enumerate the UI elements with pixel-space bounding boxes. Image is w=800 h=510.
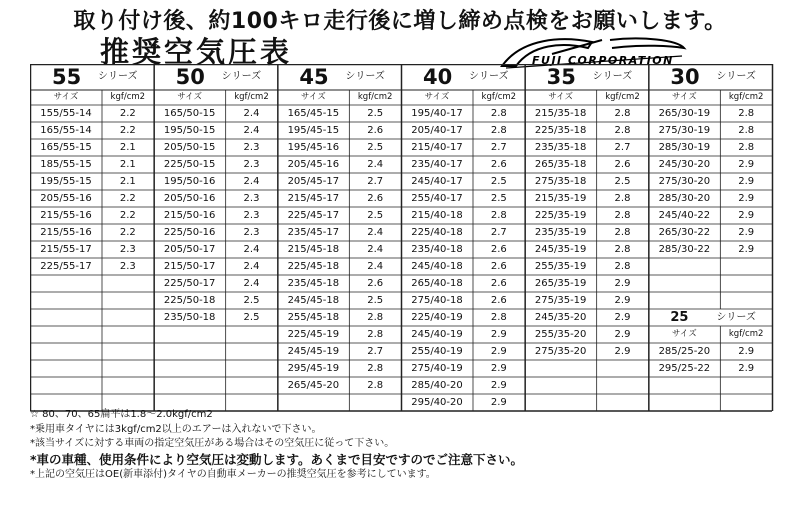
tire-size: 235/50-18 bbox=[163, 312, 216, 323]
tire-size: 225/40-19 bbox=[411, 312, 463, 323]
tire-size: 235/40-17 bbox=[411, 159, 463, 170]
pressure-header: kgf/cm2 bbox=[110, 92, 146, 102]
pressure-value: 2.3 bbox=[243, 210, 260, 221]
tire-size: 265/35-18 bbox=[534, 159, 587, 170]
tire-size: 195/45-16 bbox=[287, 142, 340, 153]
pressure-value: 2.4 bbox=[243, 176, 260, 187]
size-header: サイズ bbox=[177, 92, 203, 102]
tire-size: 295/45-19 bbox=[287, 363, 340, 374]
tire-size: 205/45-16 bbox=[287, 159, 340, 170]
tire-size: 245/30-20 bbox=[658, 159, 711, 170]
page-title: 推奨空気圧表 bbox=[100, 35, 293, 69]
pressure-header: kgf/cm2 bbox=[728, 329, 764, 339]
pressure-value: 2.9 bbox=[490, 397, 507, 408]
pressure-value: 2.6 bbox=[490, 244, 507, 255]
tire-size: 225/35-18 bbox=[534, 125, 587, 136]
pressure-value: 2.5 bbox=[490, 176, 507, 187]
pressure-value: 2.9 bbox=[738, 159, 755, 170]
pressure-value: 2.6 bbox=[490, 159, 507, 170]
tire-size: 285/30-19 bbox=[658, 142, 711, 153]
series-number: 25 bbox=[670, 310, 689, 325]
pressure-value: 2.8 bbox=[490, 108, 507, 119]
pressure-value: 2.9 bbox=[738, 193, 755, 204]
tire-size: 165/55-14 bbox=[40, 125, 92, 136]
pressure-value: 2.1 bbox=[119, 142, 136, 153]
tire-size: 295/40-20 bbox=[411, 397, 463, 408]
tire-size: 205/45-17 bbox=[287, 176, 340, 187]
tire-size: 285/30-20 bbox=[658, 193, 711, 204]
pressure-value: 2.7 bbox=[614, 142, 631, 153]
pressure-value: 2.9 bbox=[738, 227, 755, 238]
tire-size: 215/50-17 bbox=[163, 261, 216, 272]
tire-size: 205/50-16 bbox=[163, 193, 216, 204]
series-label: シリーズ bbox=[716, 71, 756, 82]
pressure-value: 2.3 bbox=[243, 142, 260, 153]
pressure-value: 2.7 bbox=[367, 346, 384, 357]
tire-size: 255/45-18 bbox=[287, 312, 340, 323]
tire-size: 265/35-19 bbox=[534, 278, 587, 289]
pressure-header: kgf/cm2 bbox=[605, 92, 640, 102]
note-line: *車の車種、使用条件により空気圧は変動します。あくまで目安ですのでご注意下さい。 bbox=[30, 451, 524, 467]
pressure-value: 2.5 bbox=[367, 210, 384, 221]
pressure-value: 2.2 bbox=[119, 227, 136, 238]
tire-size: 255/40-17 bbox=[411, 193, 463, 204]
pressure-value: 2.4 bbox=[367, 244, 384, 255]
tire-size: 265/40-18 bbox=[411, 278, 463, 289]
size-header: サイズ bbox=[424, 92, 450, 102]
tire-size: 245/40-22 bbox=[658, 210, 711, 221]
pressure-value: 2.7 bbox=[490, 142, 507, 153]
tire-size: 215/45-17 bbox=[287, 193, 340, 204]
tire-size: 275/35-19 bbox=[534, 295, 587, 306]
pressure-value: 2.8 bbox=[614, 210, 631, 221]
pressure-value: 2.9 bbox=[614, 312, 631, 323]
pressure-value: 2.4 bbox=[367, 227, 384, 238]
pressure-value: 2.4 bbox=[243, 278, 260, 289]
pressure-value: 2.4 bbox=[367, 261, 384, 272]
pressure-value: 2.9 bbox=[738, 363, 755, 374]
pressure-value: 2.8 bbox=[490, 125, 507, 136]
tire-size: 285/30-22 bbox=[658, 244, 711, 255]
pressure-value: 2.2 bbox=[119, 210, 136, 221]
series-label: シリーズ bbox=[221, 71, 262, 82]
headline: 取り付け後、約100キロ走行後に増し締め点検をお願いします。 bbox=[73, 9, 727, 34]
tire-size: 205/50-17 bbox=[163, 244, 216, 255]
pressure-value: 2.6 bbox=[367, 125, 384, 136]
pressure-value: 2.2 bbox=[119, 193, 136, 204]
tire-size: 215/55-16 bbox=[40, 227, 92, 238]
pressure-value: 2.8 bbox=[738, 142, 755, 153]
tire-size: 215/35-18 bbox=[534, 108, 587, 119]
size-header: サイズ bbox=[671, 329, 697, 339]
pressure-value: 2.1 bbox=[119, 159, 136, 170]
pressure-value: 2.3 bbox=[243, 193, 260, 204]
pressure-value: 2.8 bbox=[614, 244, 631, 255]
size-header: サイズ bbox=[671, 92, 697, 102]
pressure-value: 2.5 bbox=[490, 193, 507, 204]
tire-size: 235/35-18 bbox=[534, 142, 587, 153]
pressure-value: 2.8 bbox=[490, 210, 507, 221]
pressure-value: 2.9 bbox=[738, 346, 755, 357]
tire-size: 235/45-17 bbox=[287, 227, 340, 238]
pressure-value: 2.9 bbox=[614, 278, 631, 289]
pressure-value: 2.4 bbox=[243, 244, 260, 255]
tire-size: 275/35-18 bbox=[534, 176, 587, 187]
tire-size: 255/35-20 bbox=[534, 329, 587, 340]
pressure-value: 2.6 bbox=[367, 278, 384, 289]
tire-size: 225/50-16 bbox=[163, 227, 216, 238]
table-grid-lines bbox=[30, 64, 774, 413]
pressure-value: 2.8 bbox=[738, 125, 755, 136]
pressure-value: 2.5 bbox=[614, 176, 631, 187]
tire-size: 215/40-18 bbox=[411, 210, 463, 221]
tire-size: 245/40-19 bbox=[411, 329, 463, 340]
pressure-value: 2.5 bbox=[367, 142, 384, 153]
pressure-value: 2.5 bbox=[243, 312, 260, 323]
tire-size: 265/30-22 bbox=[658, 227, 711, 238]
tire-size: 205/55-16 bbox=[40, 193, 92, 204]
pressure-value: 2.8 bbox=[490, 312, 507, 323]
series-number: 40 bbox=[423, 65, 453, 89]
size-header: サイズ bbox=[53, 92, 79, 102]
tire-size: 275/40-18 bbox=[411, 295, 463, 306]
tire-size: 205/40-17 bbox=[411, 125, 463, 136]
tire-size: 285/25-20 bbox=[658, 346, 711, 357]
tire-size: 255/35-19 bbox=[534, 261, 587, 272]
tire-size: 225/55-17 bbox=[40, 261, 92, 272]
tire-size: 275/30-19 bbox=[658, 125, 711, 136]
pressure-value: 2.9 bbox=[614, 346, 631, 357]
tire-size: 215/55-17 bbox=[40, 244, 92, 255]
series-label: シリーズ bbox=[345, 71, 385, 82]
tire-size: 225/40-18 bbox=[411, 227, 463, 238]
tire-size: 205/50-15 bbox=[163, 142, 216, 153]
tire-size: 275/40-19 bbox=[411, 363, 463, 374]
pressure-value: 2.9 bbox=[490, 329, 507, 340]
pressure-value: 2.8 bbox=[614, 227, 631, 238]
series-label: シリーズ bbox=[592, 71, 633, 82]
note-line: ☆ 80、70、65扁平は1.8～2.0kgf/cm2 bbox=[30, 409, 213, 420]
tire-size: 245/40-17 bbox=[411, 176, 463, 187]
tire-size: 195/40-17 bbox=[411, 108, 463, 119]
pressure-value: 2.6 bbox=[490, 295, 507, 306]
pressure-value: 2.4 bbox=[243, 125, 260, 136]
tire-size: 195/50-16 bbox=[163, 176, 216, 187]
tire-size: 195/55-15 bbox=[40, 176, 92, 187]
series-number: 35 bbox=[546, 65, 576, 89]
series-number: 55 bbox=[52, 65, 82, 89]
tire-size: 225/45-17 bbox=[287, 210, 340, 221]
tire-size: 215/40-17 bbox=[411, 142, 463, 153]
series-label: シリーズ bbox=[98, 71, 138, 82]
pressure-header: kgf/cm2 bbox=[357, 92, 393, 102]
pressure-value: 2.6 bbox=[490, 278, 507, 289]
pressure-header: kgf/cm2 bbox=[481, 92, 517, 102]
pressure-value: 2.8 bbox=[367, 380, 384, 391]
pressure-value: 2.8 bbox=[614, 125, 631, 136]
tire-size: 195/45-15 bbox=[287, 125, 340, 136]
pressure-value: 2.9 bbox=[738, 210, 755, 221]
tire-size: 225/50-17 bbox=[163, 278, 216, 289]
size-header: サイズ bbox=[300, 92, 326, 102]
tire-size: 265/30-19 bbox=[658, 108, 711, 119]
tire-size: 265/45-20 bbox=[287, 380, 340, 391]
tire-size: 215/35-19 bbox=[534, 193, 587, 204]
series-number: 50 bbox=[175, 65, 205, 89]
pressure-value: 2.8 bbox=[367, 329, 384, 340]
pressure-value: 2.3 bbox=[243, 227, 260, 238]
tire-size: 165/50-15 bbox=[163, 108, 216, 119]
tire-size: 295/25-22 bbox=[658, 363, 711, 374]
series-label: シリーズ bbox=[469, 71, 509, 82]
tire-size: 155/55-14 bbox=[40, 108, 92, 119]
tire-size: 245/35-20 bbox=[534, 312, 587, 323]
pressure-value: 2.5 bbox=[243, 295, 260, 306]
tire-size: 235/35-19 bbox=[534, 227, 587, 238]
tire-size: 185/55-15 bbox=[40, 159, 92, 170]
tire-size: 165/55-15 bbox=[40, 142, 92, 153]
tire-size: 255/40-19 bbox=[411, 346, 463, 357]
pressure-value: 2.9 bbox=[490, 380, 507, 391]
tire-size: 235/45-18 bbox=[287, 278, 340, 289]
tire-size: 245/35-19 bbox=[534, 244, 587, 255]
pressure-value: 2.2 bbox=[119, 108, 136, 119]
tire-size: 225/45-18 bbox=[287, 261, 340, 272]
pressure-value: 2.8 bbox=[367, 312, 384, 323]
pressure-value: 2.9 bbox=[490, 363, 507, 374]
pressure-value: 2.9 bbox=[614, 295, 631, 306]
note-line: *該当サイズに対する車両の指定空気圧がある場合はその空気圧に従って下さい。 bbox=[30, 438, 395, 449]
pressure-value: 2.4 bbox=[367, 159, 384, 170]
tire-size: 275/35-20 bbox=[534, 346, 587, 357]
tire-size: 235/40-18 bbox=[411, 244, 463, 255]
tire-size: 195/50-15 bbox=[163, 125, 216, 136]
tire-size: 215/50-16 bbox=[163, 210, 216, 221]
pressure-header: kgf/cm2 bbox=[728, 92, 764, 102]
note-line: *上記の空気圧はOE(新車添付)タイヤの自動車メーカーの推奨空気圧を参考にしています。 bbox=[30, 468, 436, 480]
tire-size: 165/45-15 bbox=[287, 108, 340, 119]
pressure-value: 2.6 bbox=[614, 159, 631, 170]
series-number: 45 bbox=[299, 65, 329, 89]
pressure-value: 2.3 bbox=[243, 159, 260, 170]
tire-size: 225/35-19 bbox=[534, 210, 587, 221]
series-number: 30 bbox=[670, 65, 700, 89]
series-label: シリーズ bbox=[716, 312, 756, 323]
pressure-value: 2.8 bbox=[367, 363, 384, 374]
pressure-value: 2.5 bbox=[367, 295, 384, 306]
tire-size: 215/45-18 bbox=[287, 244, 340, 255]
pressure-value: 2.7 bbox=[490, 227, 507, 238]
pressure-value: 2.6 bbox=[490, 261, 507, 272]
tire-size: 215/55-16 bbox=[40, 210, 92, 221]
logo-text: FUJI CORPORATION bbox=[532, 54, 674, 67]
pressure-value: 2.8 bbox=[614, 108, 631, 119]
pressure-value: 2.9 bbox=[738, 176, 755, 187]
tire-size: 225/50-18 bbox=[163, 295, 216, 306]
pressure-value: 2.1 bbox=[119, 176, 136, 187]
pressure-value: 2.4 bbox=[243, 261, 260, 272]
pressure-value: 2.5 bbox=[367, 108, 384, 119]
pressure-value: 2.9 bbox=[490, 346, 507, 357]
tire-size: 225/45-19 bbox=[287, 329, 340, 340]
size-header: サイズ bbox=[548, 92, 574, 102]
tire-size: 275/30-20 bbox=[658, 176, 711, 187]
tire-size: 245/45-19 bbox=[287, 346, 340, 357]
pressure-value: 2.2 bbox=[119, 125, 136, 136]
tire-size: 285/40-20 bbox=[411, 380, 463, 391]
tire-size: 245/40-18 bbox=[411, 261, 463, 272]
notes-section bbox=[30, 408, 523, 482]
note-line: *乗用車タイヤには3kgf/cm2以上のエアーは入れないで下さい。 bbox=[30, 423, 322, 435]
pressure-value: 2.3 bbox=[119, 261, 136, 272]
pressure-value: 2.3 bbox=[119, 244, 136, 255]
pressure-value: 2.9 bbox=[614, 329, 631, 340]
tire-size: 225/50-15 bbox=[163, 159, 216, 170]
pressure-value: 2.8 bbox=[614, 193, 631, 204]
pressure-value: 2.9 bbox=[738, 244, 755, 255]
pressure-value: 2.8 bbox=[738, 108, 755, 119]
pressure-value: 2.4 bbox=[243, 108, 260, 119]
pressure-header: kgf/cm2 bbox=[234, 92, 269, 102]
pressure-value: 2.6 bbox=[367, 193, 384, 204]
tire-size: 245/45-18 bbox=[287, 295, 340, 306]
pressure-value: 2.8 bbox=[614, 261, 631, 272]
pressure-value: 2.7 bbox=[367, 176, 384, 187]
